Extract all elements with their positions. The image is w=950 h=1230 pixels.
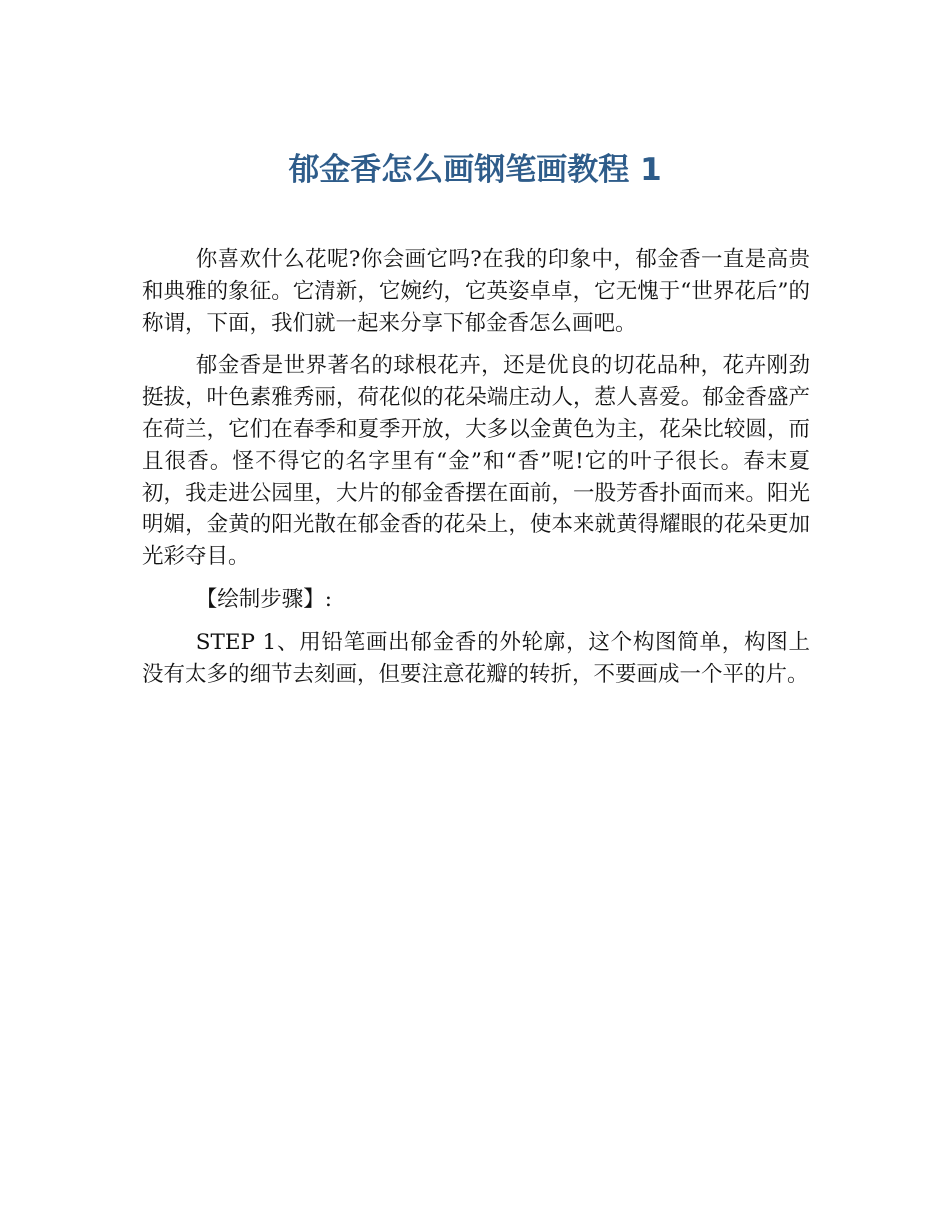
document-title: 郁金香怎么画钢笔画教程 1 — [288, 152, 662, 188]
paragraph-description: 郁金香是世界著名的球根花卉，还是优良的切花品种，花卉刚劲挺拔，叶色素雅秀丽，荷花似的花朵端庄动人，惹人喜爱。郁金香盛产在荷兰，它们在春季和夏季开放，大多以金黄色为主，花朵比较圆，而且很香。怪不得它的名字里有“金”和“香”呢!它的叶子很长。春末夏初，我走进公园里，大片的郁金香摆在面前，一股芳香扑面而来。阳光明媚，金黄的阳光散在郁金香的花朵上，使本来就黄得耀眼的花朵更加光彩夺目。 — [142, 353, 810, 570]
paragraph-intro: 你喜欢什么花呢?你会画它吗?在我的印象中，郁金香一直是高贵和典雅的象征。它清新，它婉约，它英姿卓卓，它无愧于“世界花后”的称谓，下面，我们就一起来分享下郁金香怎么画吧。 — [142, 247, 810, 336]
paragraph-step-1: STEP 1、用铅笔画出郁金香的外轮廓，这个构图简单，构图上没有太多的细节去刻画，但要注意花瓣的转折，不要画成一个平的片。 — [142, 629, 810, 687]
document-body — [142, 244, 810, 701]
paragraph-steps-heading: 【绘制步骤】: — [195, 586, 332, 612]
